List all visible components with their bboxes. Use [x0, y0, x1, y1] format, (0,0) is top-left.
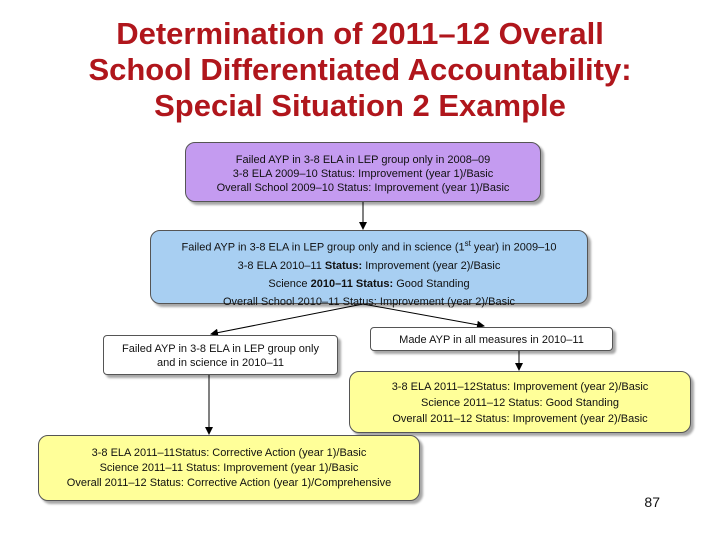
- box2-line-3: Science 2010–11 Status: Good Standing: [268, 277, 470, 290]
- title-line-2: School Differentiated Accountability:: [88, 52, 632, 87]
- box3-line-2: and in science in 2010–11: [156, 357, 284, 369]
- box5-line-3: Overall 2011–12 Status: Improvement (year 2)/Basic: [392, 413, 648, 425]
- title-line-3: Special Situation 2 Example: [154, 88, 566, 123]
- box2-line-1: Failed AYP in 3-8 ELA in LEP group only and in science (1st year) in 2009–10: [181, 239, 557, 254]
- box2-line-4: Overall School 2010–11 Status: Improvement (year 2)/Basic: [222, 295, 516, 308]
- box5-line-1: 3-8 ELA 2011–12Status: Improvement (year 2)/Basic: [391, 381, 649, 393]
- box-2011-12-good-path: [349, 371, 691, 433]
- box-2011-12-failed-path: [38, 435, 420, 501]
- box4-line-1: Made AYP in all measures in 2010–11: [399, 334, 584, 346]
- box1-line-2: 3-8 ELA 2009–10 Status: Improvement (year 1)/Basic: [232, 168, 494, 180]
- box3-line-1: Failed AYP in 3-8 ELA in LEP group only: [122, 343, 319, 355]
- box1-line-1: Failed AYP in 3-8 ELA in LEP group only in 2008–09: [235, 154, 491, 166]
- box-2008-09-status: [185, 142, 541, 202]
- page-number: 87: [644, 494, 660, 510]
- title-line-1: Determination of 2011–12 Overall: [116, 16, 604, 51]
- box6-line-3: Overall 2011–12 Status: Corrective Action (year 1)/Comprehensive: [66, 477, 392, 489]
- box1-line-3: Overall School 2009–10 Status: Improvement (year 1)/Basic: [216, 182, 510, 194]
- box6-line-1: 3-8 ELA 2011–11Status: Corrective Action (year 1)/Basic: [91, 447, 367, 459]
- box-failed-2010-11: [103, 335, 338, 375]
- box6-line-2: Science 2011–11 Status: Improvement (year 1)/Basic: [99, 462, 359, 474]
- box2-line-2: 3-8 ELA 2010–11 Status: Improvement (year 2)/Basic: [237, 259, 501, 272]
- box5-line-2: Science 2011–12 Status: Good Standing: [421, 397, 619, 409]
- box-2009-10-status: [150, 230, 588, 308]
- box-made-ayp-2010-11: [370, 327, 613, 351]
